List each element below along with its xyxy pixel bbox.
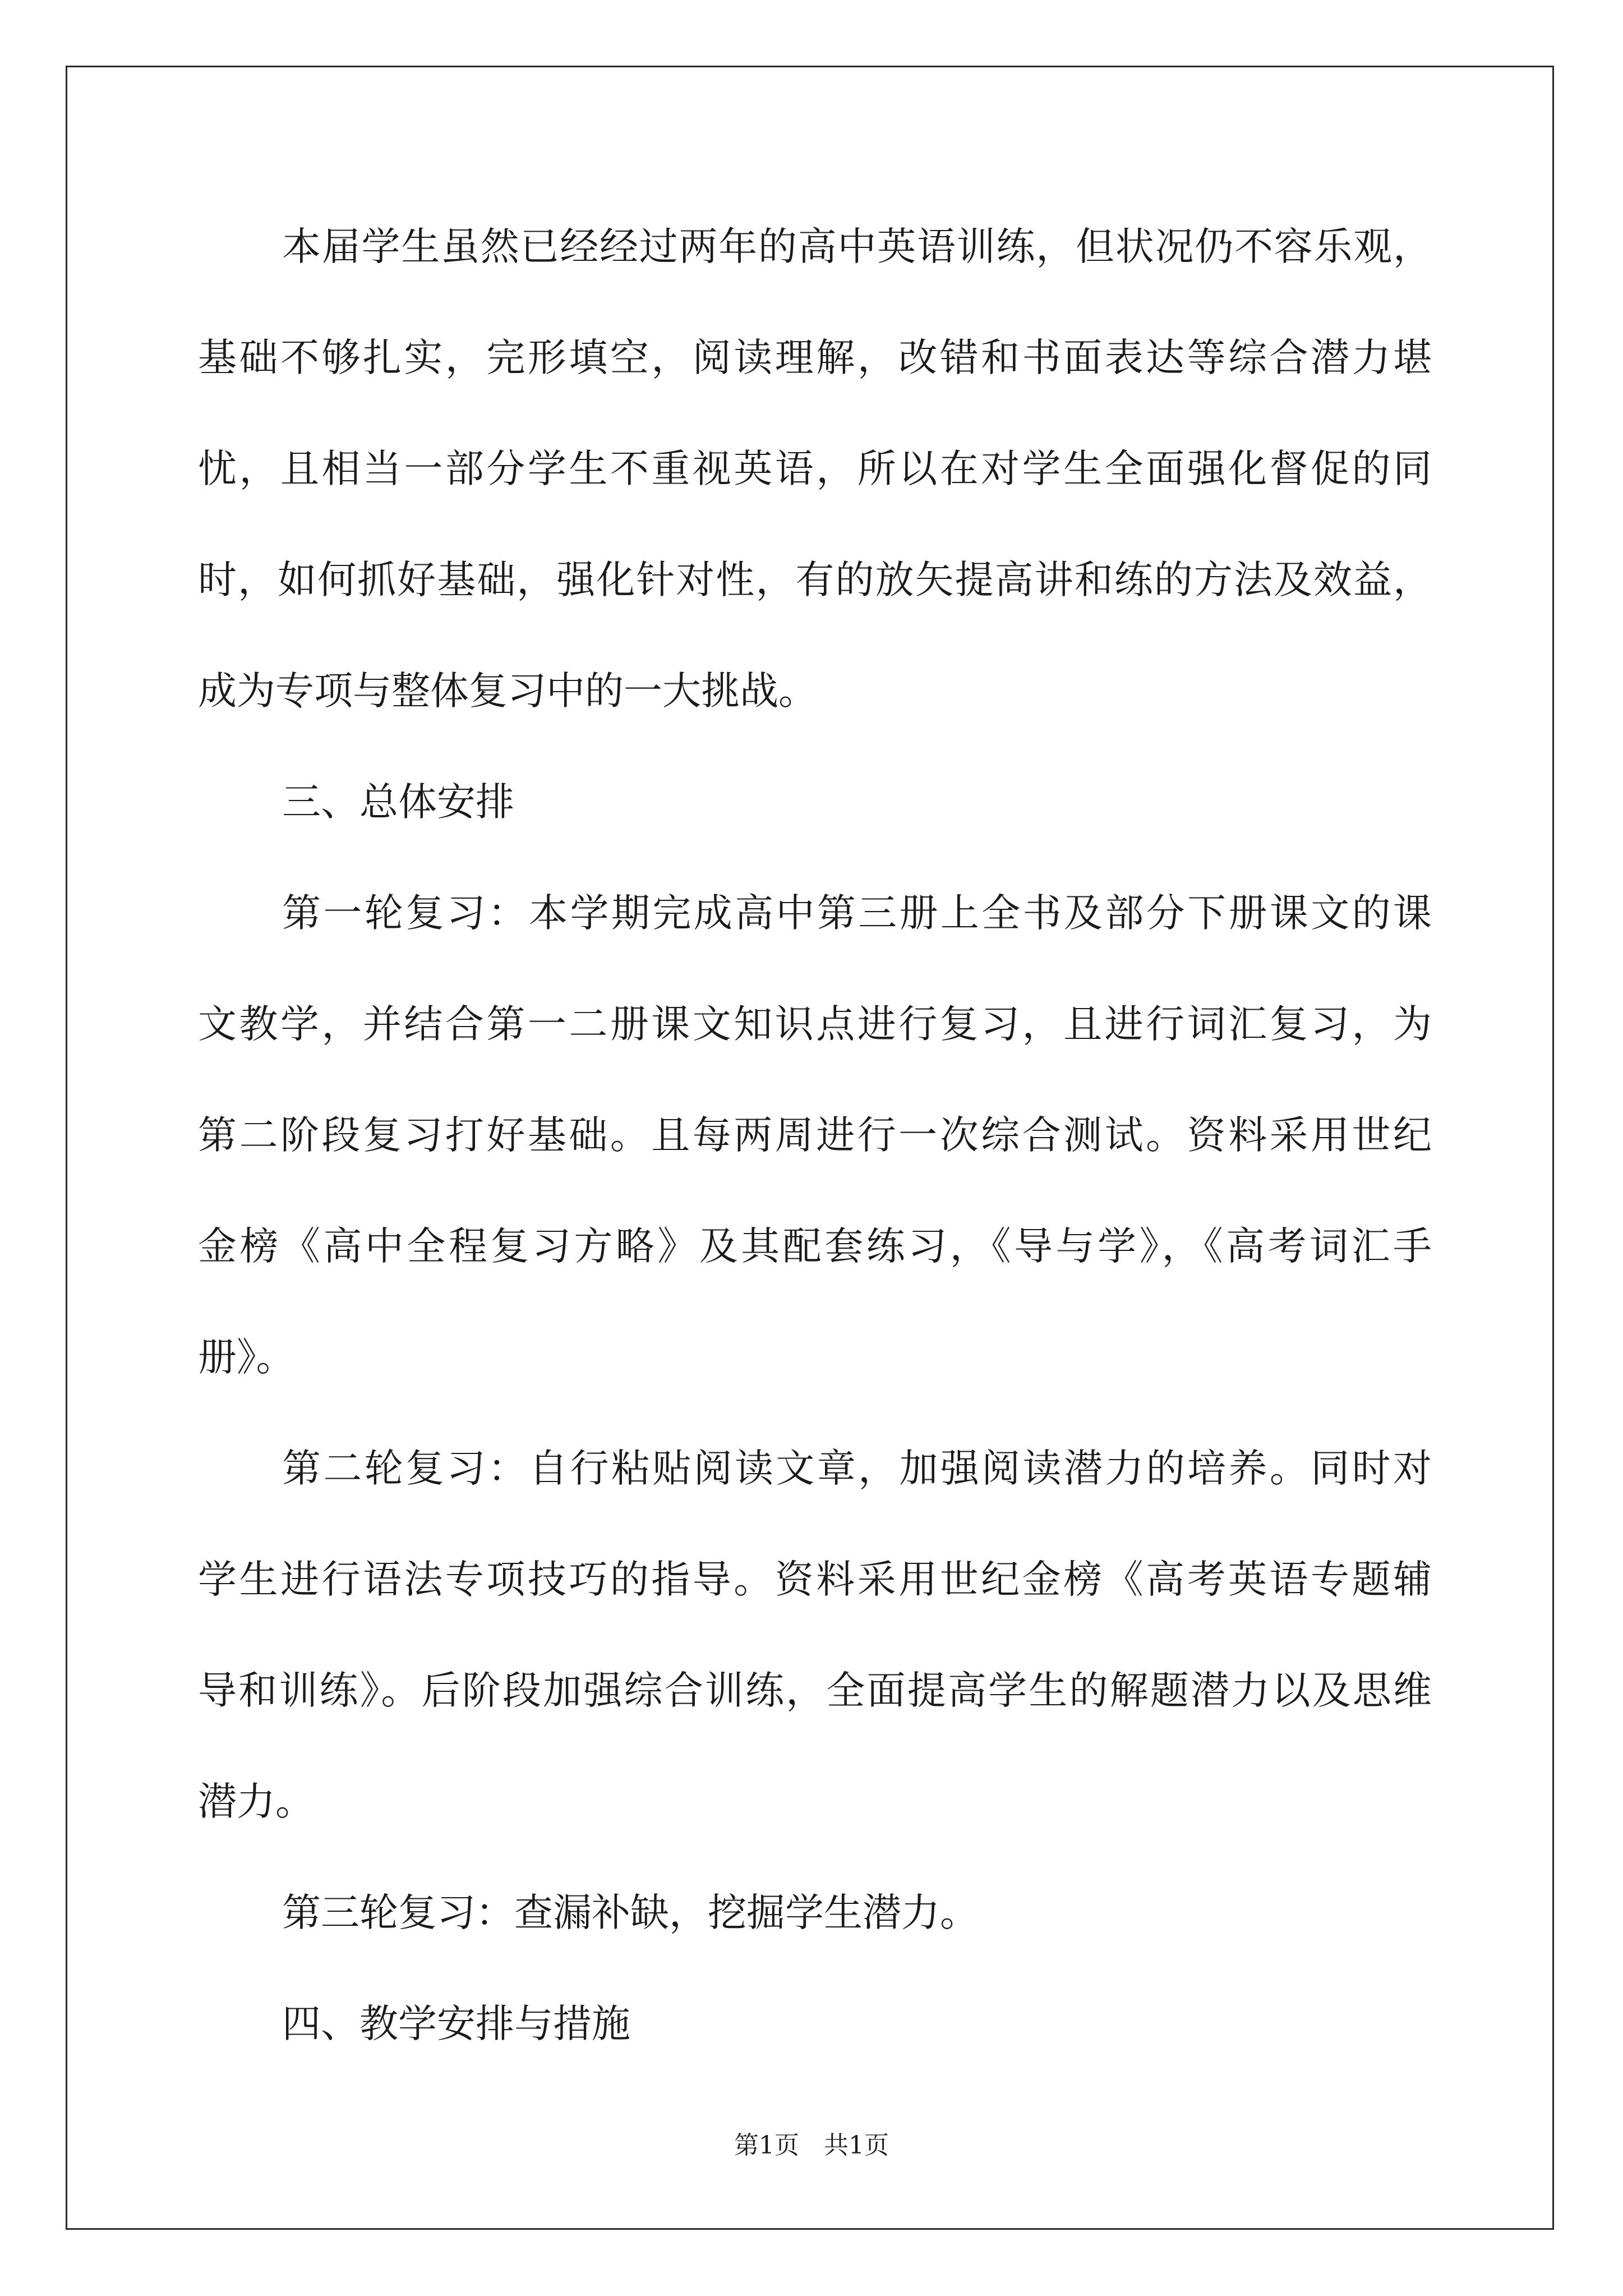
paragraph-3-line-3: 导和训练》。后阶段加强综合训练，全面提高学生的解题潜力以及思维 bbox=[198, 1668, 1432, 1713]
paragraph-2-line-5: 册》。 bbox=[198, 1335, 295, 1380]
paragraph-1-line-5: 成为专项与整体复习中的一大挑战。 bbox=[198, 669, 817, 714]
paragraph-2-line-4: 金榜《高中全程复习方略》及其配套练习，《导与学》，《高考词汇手 bbox=[198, 1224, 1432, 1269]
paragraph-2-line-1: 第一轮复习：本学期完成高中第三册上全书及部分下册课文的课 bbox=[282, 891, 1432, 936]
page-footer: 第1页 共1页 bbox=[734, 2131, 889, 2160]
paragraph-1-line-2: 基础不够扎实，完形填空，阅读理解，改错和书面表达等综合潜力堪 bbox=[198, 335, 1432, 380]
paragraph-4: 第三轮复习：查漏补缺，挖掘学生潜力。 bbox=[282, 1890, 979, 1935]
paragraph-1-line-1: 本届学生虽然已经经过两年的高中英语训练，但状况仍不容乐观， bbox=[282, 224, 1432, 269]
paragraph-1-line-4: 时，如何抓好基础，强化针对性，有的放矢提高讲和练的方法及效益， bbox=[198, 558, 1432, 602]
paragraph-1-line-3: 忧，且相当一部分学生不重视英语，所以在对学生全面强化督促的同 bbox=[198, 447, 1432, 491]
paragraph-2-line-3: 第二阶段复习打好基础。且每两周进行一次综合测试。资料采用世纪 bbox=[198, 1113, 1432, 1158]
paragraph-3-line-1: 第二轮复习：自行粘贴阅读文章，加强阅读潜力的培养。同时对 bbox=[282, 1446, 1432, 1491]
section-heading-4: 四、教学安排与措施 bbox=[282, 2001, 630, 2046]
section-heading-3: 三、总体安排 bbox=[282, 780, 514, 825]
paragraph-3-line-2: 学生进行语法专项技巧的指导。资料采用世纪金榜《高考英语专题辅 bbox=[198, 1557, 1432, 1602]
paragraph-2-line-2: 文教学，并结合第一二册课文知识点进行复习，且进行词汇复习，为 bbox=[198, 1002, 1432, 1047]
paragraph-3-line-4: 潜力。 bbox=[198, 1779, 314, 1824]
